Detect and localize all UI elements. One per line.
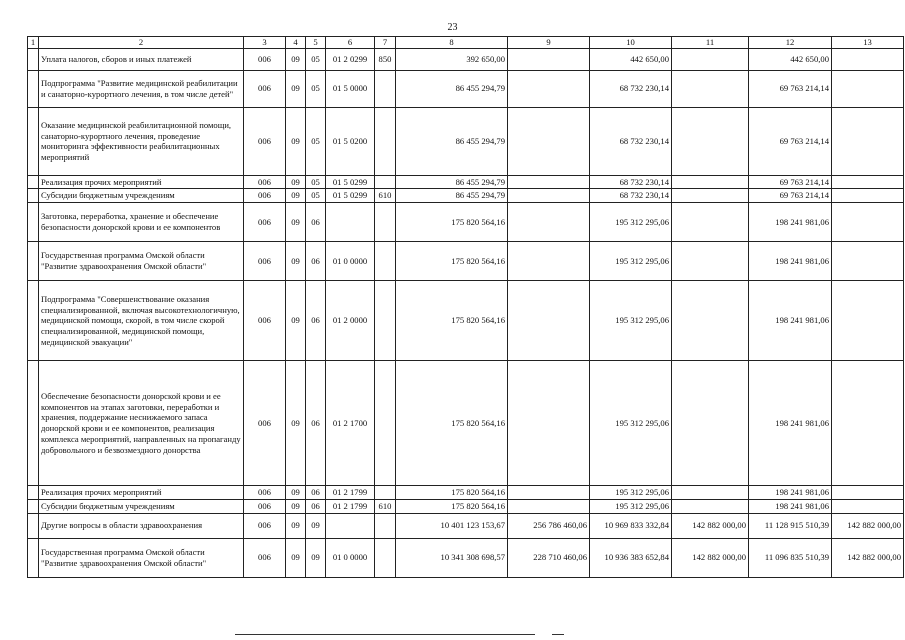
row-number-cell [28,175,39,189]
amount-col12-cell: 69 763 214,14 [749,189,832,203]
subsection-code-cell: 06 [306,203,326,242]
amount-col12-cell: 11 128 915 510,39 [749,513,832,538]
target-article-cell: 01 5 0299 [326,175,375,189]
amount-col12-cell: 69 763 214,14 [749,175,832,189]
amount-col11-cell [672,499,749,513]
amount-col11-cell: 142 882 000,00 [672,538,749,577]
amount-col11-cell [672,361,749,486]
amount-col11-cell [672,242,749,281]
amount-col12-cell: 11 096 835 510,39 [749,538,832,577]
column-header: 8 [396,37,508,49]
target-article-cell: 01 2 0299 [326,48,375,70]
line-item-name: Подпрограмма "Совершенствование оказания специализированной, включая высокотехнологичную, медицинской помощи, скорой, в том числе скорой специализированной, медицинской помощи, медицинской эвакуации" [39,281,244,361]
amount-col13-cell [832,70,904,107]
amount-col8-cell: 175 820 564,16 [396,242,508,281]
amount-col9-cell: 228 710 460,06 [508,538,590,577]
amount-col11-cell [672,175,749,189]
target-article-cell [326,513,375,538]
amount-col10-cell: 195 312 295,06 [590,486,672,500]
subsection-code-cell: 06 [306,281,326,361]
ministry-code-cell: 006 [244,48,286,70]
ministry-code-cell: 006 [244,538,286,577]
amount-col10-cell: 195 312 295,06 [590,281,672,361]
column-header: 7 [375,37,396,49]
amount-col10-cell: 68 732 230,14 [590,70,672,107]
amount-col10-cell: 195 312 295,06 [590,361,672,486]
subsection-code-cell: 06 [306,242,326,281]
amount-col9-cell [508,486,590,500]
ministry-code-cell: 006 [244,189,286,203]
expense-type-cell: 610 [375,499,396,513]
column-header: 9 [508,37,590,49]
section-code-cell: 09 [286,48,306,70]
row-number-cell [28,203,39,242]
table-row [28,107,904,175]
amount-col8-cell: 175 820 564,16 [396,203,508,242]
amount-col9-cell [508,70,590,107]
bottom-rule [552,634,564,635]
amount-col10-cell: 195 312 295,06 [590,499,672,513]
row-number-cell [28,107,39,175]
table-row [28,486,904,500]
amount-col11-cell [672,48,749,70]
row-number-cell [28,499,39,513]
amount-col9-cell [508,107,590,175]
target-article-cell: 01 2 0000 [326,281,375,361]
table-row [28,48,904,70]
column-header: 12 [749,37,832,49]
subsection-code-cell: 05 [306,48,326,70]
amount-col8-cell: 175 820 564,16 [396,281,508,361]
amount-col9-cell [508,175,590,189]
amount-col9-cell [508,48,590,70]
amount-col11-cell [672,70,749,107]
amount-col13-cell [832,107,904,175]
section-code-cell: 09 [286,242,306,281]
section-code-cell: 09 [286,486,306,500]
amount-col10-cell: 195 312 295,06 [590,203,672,242]
row-number-cell [28,48,39,70]
amount-col11-cell: 142 882 000,00 [672,513,749,538]
ministry-code-cell: 006 [244,486,286,500]
amount-col8-cell: 175 820 564,16 [396,499,508,513]
amount-col13-cell [832,189,904,203]
section-code-cell: 09 [286,281,306,361]
expense-type-cell [375,203,396,242]
target-article-cell [326,203,375,242]
section-code-cell: 09 [286,70,306,107]
expense-type-cell: 610 [375,189,396,203]
amount-col13-cell [832,203,904,242]
row-number-cell [28,70,39,107]
amount-col13-cell: 142 882 000,00 [832,538,904,577]
expense-type-cell [375,281,396,361]
ministry-code-cell: 006 [244,203,286,242]
amount-col10-cell: 10 936 383 652,84 [590,538,672,577]
ministry-code-cell: 006 [244,281,286,361]
line-item-name: Субсидии бюджетным учреждениям [39,189,244,203]
row-number-cell [28,281,39,361]
amount-col12-cell: 198 241 981,06 [749,499,832,513]
ministry-code-cell: 006 [244,499,286,513]
column-header: 4 [286,37,306,49]
ministry-code-cell: 006 [244,513,286,538]
subsection-code-cell: 05 [306,107,326,175]
section-code-cell: 09 [286,175,306,189]
section-code-cell: 09 [286,538,306,577]
column-header: 11 [672,37,749,49]
ministry-code-cell: 006 [244,107,286,175]
column-header: 2 [39,37,244,49]
page-number: 23 [447,22,458,33]
amount-col13-cell [832,499,904,513]
row-number-cell [28,189,39,203]
amount-col13-cell [832,281,904,361]
subsection-code-cell: 05 [306,175,326,189]
amount-col11-cell [672,281,749,361]
amount-col8-cell: 86 455 294,79 [396,189,508,203]
column-header: 10 [590,37,672,49]
amount-col8-cell: 10 341 308 698,57 [396,538,508,577]
section-code-cell: 09 [286,499,306,513]
target-article-cell: 01 0 0000 [326,242,375,281]
table-row [28,175,904,189]
subsection-code-cell: 05 [306,70,326,107]
amount-col9-cell [508,281,590,361]
line-item-name: Субсидии бюджетным учреждениям [39,499,244,513]
amount-col13-cell [832,242,904,281]
column-header: 3 [244,37,286,49]
expense-type-cell [375,486,396,500]
table-row [28,361,904,486]
target-article-cell: 01 5 0200 [326,107,375,175]
target-article-cell: 01 2 1700 [326,361,375,486]
column-header: 1 [28,37,39,49]
amount-col8-cell: 10 401 123 153,67 [396,513,508,538]
ministry-code-cell: 006 [244,361,286,486]
amount-col13-cell [832,175,904,189]
row-number-cell [28,242,39,281]
expense-type-cell [375,538,396,577]
amount-col8-cell: 175 820 564,16 [396,486,508,500]
target-article-cell: 01 5 0299 [326,189,375,203]
expense-type-cell [375,242,396,281]
line-item-name: Заготовка, переработка, хранение и обеспечение безопасности донорской крови и ее компонентов [39,203,244,242]
amount-col9-cell [508,203,590,242]
amount-col9-cell [508,189,590,203]
table-row [28,538,904,577]
section-code-cell: 09 [286,203,306,242]
amount-col9-cell [508,361,590,486]
expense-type-cell: 850 [375,48,396,70]
line-item-name: Государственная программа Омской области "Развитие здравоохранения Омской области" [39,242,244,281]
column-header: 5 [306,37,326,49]
expense-type-cell [375,175,396,189]
line-item-name: Другие вопросы в области здравоохранения [39,513,244,538]
column-header: 6 [326,37,375,49]
subsection-code-cell: 05 [306,189,326,203]
amount-col13-cell [832,486,904,500]
amount-col10-cell: 442 650,00 [590,48,672,70]
amount-col12-cell: 198 241 981,06 [749,203,832,242]
amount-col12-cell: 198 241 981,06 [749,281,832,361]
amount-col10-cell: 68 732 230,14 [590,189,672,203]
amount-col8-cell: 175 820 564,16 [396,361,508,486]
row-number-cell [28,486,39,500]
line-item-name: Уплата налогов, сборов и иных платежей [39,48,244,70]
target-article-cell: 01 2 1799 [326,486,375,500]
amount-col10-cell: 195 312 295,06 [590,242,672,281]
table-row [28,499,904,513]
amount-col12-cell: 69 763 214,14 [749,107,832,175]
amount-col8-cell: 86 455 294,79 [396,175,508,189]
amount-col12-cell: 198 241 981,06 [749,242,832,281]
amount-col8-cell: 86 455 294,79 [396,107,508,175]
row-number-cell [28,538,39,577]
amount-col13-cell [832,361,904,486]
ministry-code-cell: 006 [244,175,286,189]
subsection-code-cell: 09 [306,513,326,538]
line-item-name: Обеспечение безопасности донорской крови и ее компонентов на этапах заготовки, переработки и хранения, поддержание неснижаемого запаса донорской крови и ее компонентов, реализация комплекса мероприятий, направленных на пропаганду добровольного и безвозмездного донорства [39,361,244,486]
amount-col12-cell: 198 241 981,06 [749,486,832,500]
amount-col10-cell: 68 732 230,14 [590,107,672,175]
line-item-name: Подпрограмма "Развитие медицинской реабилитации и санаторно-курортного лечения, в том числе детей" [39,70,244,107]
subsection-code-cell: 06 [306,499,326,513]
line-item-name: Государственная программа Омской области "Развитие здравоохранения Омской области" [39,538,244,577]
target-article-cell: 01 0 0000 [326,538,375,577]
amount-col12-cell: 198 241 981,06 [749,361,832,486]
budget-table [27,36,904,578]
table-row [28,189,904,203]
amount-col12-cell: 69 763 214,14 [749,70,832,107]
amount-col11-cell [672,486,749,500]
expense-type-cell [375,513,396,538]
amount-col10-cell: 10 969 833 332,84 [590,513,672,538]
expense-type-cell [375,70,396,107]
section-code-cell: 09 [286,513,306,538]
line-item-name: Реализация прочих мероприятий [39,486,244,500]
ministry-code-cell: 006 [244,70,286,107]
subsection-code-cell: 06 [306,361,326,486]
amount-col11-cell [672,203,749,242]
line-item-name: Реализация прочих мероприятий [39,175,244,189]
amount-col9-cell [508,242,590,281]
amount-col12-cell: 442 650,00 [749,48,832,70]
ministry-code-cell: 006 [244,242,286,281]
amount-col9-cell [508,499,590,513]
expense-type-cell [375,107,396,175]
row-number-cell [28,361,39,486]
subsection-code-cell: 06 [306,486,326,500]
subsection-code-cell: 09 [306,538,326,577]
line-item-name: Оказание медицинской реабилитационной помощи, санаторно-курортного лечения, проведение мониторинга эффективности реабилитационных мероприятий [39,107,244,175]
column-number-row [28,37,904,49]
table-row [28,242,904,281]
expense-type-cell [375,361,396,486]
amount-col11-cell [672,107,749,175]
row-number-cell [28,513,39,538]
section-code-cell: 09 [286,189,306,203]
table-row [28,513,904,538]
target-article-cell: 01 5 0000 [326,70,375,107]
amount-col13-cell: 142 882 000,00 [832,513,904,538]
table-row [28,281,904,361]
section-code-cell: 09 [286,361,306,486]
amount-col9-cell: 256 786 460,06 [508,513,590,538]
amount-col11-cell [672,189,749,203]
column-header: 13 [832,37,904,49]
amount-col8-cell: 392 650,00 [396,48,508,70]
table-row [28,203,904,242]
bottom-rule [235,634,535,635]
section-code-cell: 09 [286,107,306,175]
amount-col13-cell [832,48,904,70]
target-article-cell: 01 2 1799 [326,499,375,513]
amount-col8-cell: 86 455 294,79 [396,70,508,107]
amount-col10-cell: 68 732 230,14 [590,175,672,189]
table-row [28,70,904,107]
